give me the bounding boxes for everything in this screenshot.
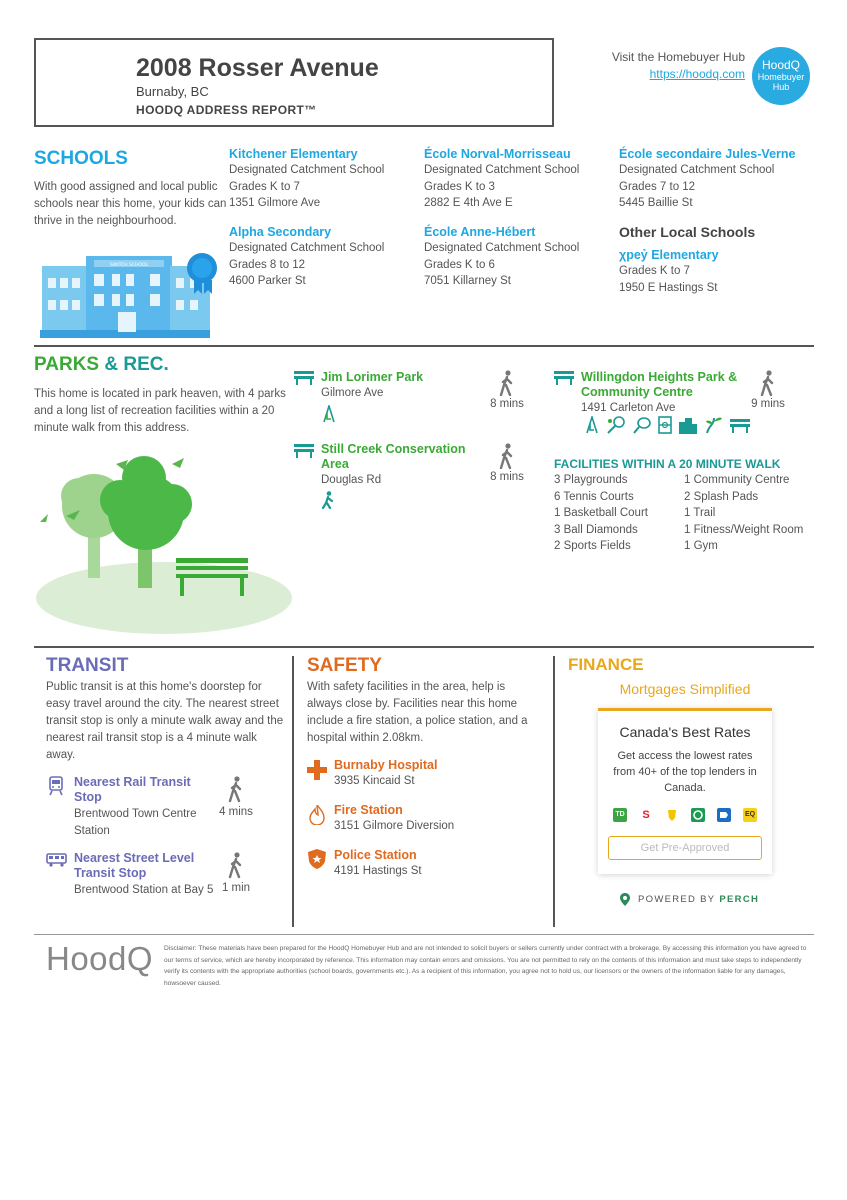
scotiabank-icon: S <box>639 808 653 822</box>
address-title: 2008 Rosser Avenue <box>136 54 379 82</box>
badge-line2: Homebuyer <box>757 72 805 82</box>
tennis-icon <box>606 416 626 434</box>
hiker-icon <box>321 491 335 509</box>
park-illustration-icon <box>34 448 294 638</box>
school-card[interactable] <box>229 225 419 290</box>
school-card[interactable] <box>424 147 614 212</box>
school-card[interactable] <box>424 225 614 290</box>
bench-icon <box>294 444 314 458</box>
safety-name: Police Station <box>334 848 417 862</box>
splash-pad-icon <box>632 416 652 434</box>
disclaimer: Disclaimer: These materials have been prepared for the HoodQ Homebuyer Hub and are not intended to solicit buyers or sellers currently under contract with a brokerage. By accessing this information you have agreed to our terms of service, which are hereby incorporated by reference. This information may contain errors and omissions. You are not permitted to rely on the contents of this information and must take steps to independently verify its contents with the appropriate authorities (school boards, governments etc.). As a recipient of this information, you agree not to hold us, our licensors or the owners of the information liable for any damages, howsoever caused. <box>164 945 807 987</box>
facility-item: 1 Trail <box>684 507 716 519</box>
walk-time <box>748 370 788 410</box>
school-address: 1351 Gilmore Ave <box>229 197 321 209</box>
school-name: Kitchener Elementary <box>229 147 358 161</box>
bench-icon <box>730 416 750 434</box>
street-stop-title: Nearest Street Level Transit Stop <box>74 851 195 880</box>
bank-circle-icon <box>691 808 705 822</box>
walking-person-icon <box>228 774 244 804</box>
park-name: Jim Lorimer Park <box>321 370 424 384</box>
walking-person-icon <box>228 850 244 880</box>
schools-heading: SCHOOLS <box>34 148 128 169</box>
park-address: Douglas Rd <box>321 474 382 486</box>
finance-heading: FINANCE <box>568 655 644 674</box>
facility-item: 2 Sports Fields <box>554 540 631 552</box>
building-sign: SWITCH SCHOOL <box>109 263 149 268</box>
powered-by-label: POWERED BY <box>638 894 716 905</box>
walk-minutes: 8 mins <box>490 398 524 410</box>
other-schools-heading: Other Local Schools <box>619 224 756 240</box>
hub-link[interactable]: https://hoodq.com <box>649 67 745 81</box>
finance-subheading: Mortgages Simplified <box>619 681 751 697</box>
footer-divider <box>34 934 814 935</box>
safety-name: Burnaby Hospital <box>334 758 438 772</box>
bench-icon <box>554 371 574 385</box>
walk-time <box>214 850 258 894</box>
walk-time <box>486 370 528 410</box>
facility-item: 3 Ball Diamonds <box>554 523 638 536</box>
facilities-heading: FACILITIES WITHIN A 20 MINUTE WALK <box>554 457 781 471</box>
school-address: 7051 Killarney St <box>424 275 511 287</box>
park-address: Gilmore Ave <box>321 387 384 399</box>
fire-icon <box>309 805 325 825</box>
eq-bank-icon: EQ <box>743 808 757 822</box>
get-pre-approved-button[interactable]: Get Pre-Approved <box>608 836 762 860</box>
school-address: 1950 E Hastings St <box>619 281 718 294</box>
powered-by[interactable] <box>620 893 759 906</box>
school-type: Designated Catchment School <box>424 242 580 254</box>
school-card[interactable] <box>229 147 419 212</box>
park-name: Willingdon Heights Park & Community Centre <box>581 370 738 399</box>
train-icon <box>48 776 64 796</box>
bus-icon <box>46 853 68 867</box>
transit-heading: TRANSIT <box>46 655 129 676</box>
school-address: 4600 Parker St <box>229 275 306 287</box>
safety-name: Fire Station <box>334 803 403 817</box>
facility-item: 1 Community Centre <box>684 474 790 486</box>
street-stop-name: Brentwood Station at Bay 5 <box>74 884 214 896</box>
street-stop-card[interactable] <box>74 851 214 899</box>
school-name: École Norval-Morrisseau <box>424 147 571 161</box>
community-centre-icon <box>678 416 698 434</box>
divider <box>34 345 814 347</box>
school-type: Designated Catchment School <box>229 164 385 176</box>
walk-minutes: 9 mins <box>751 398 785 410</box>
report-label: HOODQ ADDRESS REPORT™ <box>136 103 317 117</box>
walking-person-icon <box>499 370 515 396</box>
safety-address: 4191 Hastings St <box>334 865 422 877</box>
transit-intro: Public transit is at this home's doorstep for easy travel around the city. The nearest street transit stop is only a minute walk away and the nearest rail transit stop is a 4 minute walk away. <box>46 681 284 761</box>
school-name: École secondaire Jules-Verne <box>619 147 796 161</box>
rail-stop-card[interactable] <box>74 775 214 839</box>
school-grades: Grades K to 3 <box>424 180 495 193</box>
rbc-bank-icon <box>665 808 679 822</box>
school-type: Designated Catchment School <box>619 164 775 176</box>
parks-intro: This home is located in park heaven, with 4 parks and a long list of recreation facilities within a 20 minute walk from this address. <box>34 388 286 434</box>
trail-icon <box>704 416 724 434</box>
parks-heading <box>34 354 169 376</box>
park-card[interactable] <box>321 370 491 428</box>
safety-card[interactable] <box>334 758 534 790</box>
hub-badge[interactable] <box>752 47 810 105</box>
rail-stop-title: Nearest Rail Transit Stop <box>74 775 191 804</box>
schools-intro: With good assigned and local public schools near this home, your kids can thrive in the neighbourhood. <box>34 181 227 227</box>
school-name: École Anne-Hébert <box>424 225 536 239</box>
badge-line1: HoodQ <box>761 58 801 72</box>
hoodq-logo: HoodQ <box>46 940 154 977</box>
school-grades: Grades K to 6 <box>424 258 495 271</box>
school-grades: Grades 8 to 12 <box>229 258 306 271</box>
school-type: Designated Catchment School <box>424 164 580 176</box>
school-grades: Grades K to 7 <box>229 180 300 193</box>
field-icon <box>658 416 672 434</box>
facility-icons <box>584 416 750 434</box>
divider <box>34 646 814 648</box>
walk-time <box>214 774 258 818</box>
city-label: Burnaby, BC <box>136 84 209 99</box>
walk-minutes: 4 mins <box>219 806 253 818</box>
safety-card[interactable] <box>334 848 534 880</box>
header-box <box>34 38 554 127</box>
swing-icon <box>321 405 337 423</box>
park-name: Still Creek Conservation Area <box>321 442 466 471</box>
swing-icon <box>584 416 600 434</box>
school-card[interactable] <box>619 147 819 212</box>
facility-item: 3 Playgrounds <box>554 474 628 486</box>
walk-time <box>486 443 528 483</box>
walking-person-icon <box>499 443 515 469</box>
hub-text: Visit the Homebuyer Hub <box>611 50 745 64</box>
facility-item: 6 Tennis Courts <box>554 490 634 503</box>
hospital-cross-icon <box>307 760 327 780</box>
column-divider <box>553 656 555 927</box>
parks-heading-a: PARKS <box>34 354 100 375</box>
parks-heading-b: & REC. <box>99 354 169 375</box>
school-grades: Grades K to 7 <box>619 265 690 277</box>
rates-title: Canada's Best Rates <box>619 724 751 740</box>
park-card[interactable] <box>581 370 753 417</box>
facilities-list <box>554 472 814 555</box>
bank-logos <box>598 808 772 822</box>
school-name: Alpha Secondary <box>229 225 332 239</box>
other-schools <box>619 223 819 296</box>
rates-card <box>598 708 772 874</box>
school-building-icon <box>36 250 222 340</box>
facility-item: 1 Basketball Court <box>554 507 648 519</box>
school-address: 5445 Baillie St <box>619 197 693 209</box>
safety-address: 3151 Gilmore Diversion <box>334 820 455 832</box>
school-address: 2882 E 4th Ave E <box>424 197 513 209</box>
park-address: 1491 Carleton Ave <box>581 402 676 414</box>
rail-stop-name: Brentwood Town Centre Station <box>74 808 197 837</box>
rates-body: Get access the lowest rates from 40+ of the top lenders in Canada. <box>613 750 757 794</box>
perch-brand: PERCH <box>719 894 760 905</box>
safety-heading: SAFETY <box>307 655 382 676</box>
hub-promo <box>612 49 745 83</box>
police-badge-icon <box>308 849 326 869</box>
facility-item: 2 Splash Pads <box>684 490 759 503</box>
td-bank-icon: TD <box>613 808 627 822</box>
perch-logo-icon <box>620 893 630 906</box>
facility-item: 1 Fitness/Weight Room <box>684 523 804 536</box>
bank-arrow-icon <box>717 808 731 822</box>
walking-person-icon <box>760 370 776 396</box>
walk-minutes: 1 min <box>221 882 251 894</box>
safety-card[interactable] <box>334 803 534 835</box>
school-grades: Grades 7 to 12 <box>619 180 696 193</box>
safety-address: 3935 Kincaid St <box>334 775 415 787</box>
badge-line3: Hub <box>772 82 790 92</box>
bench-icon <box>294 371 314 385</box>
column-divider <box>292 656 294 927</box>
school-name[interactable]: χpeỷ Elementary <box>619 248 719 262</box>
park-card[interactable] <box>321 442 481 514</box>
safety-intro: With safety facilities in the area, help is always close by. Facilities near this home include a fire station, a police station, and a hospital within 2.08km. <box>307 681 528 744</box>
facility-item: 1 Gym <box>684 540 718 552</box>
walk-minutes: 8 mins <box>490 471 524 483</box>
school-type: Designated Catchment School <box>229 242 385 254</box>
